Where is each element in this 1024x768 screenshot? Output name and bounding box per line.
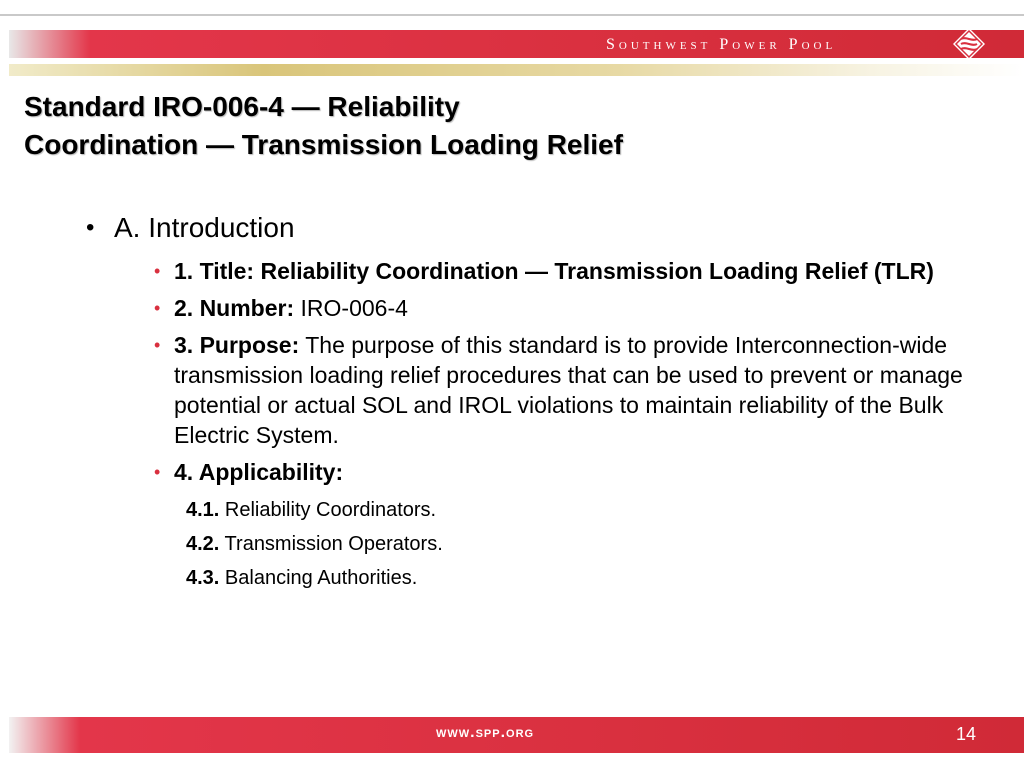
list-item-number (150, 293, 966, 323)
applicability-text: Balancing Authorities. (219, 567, 418, 589)
bullet-icon: • (154, 298, 161, 318)
intro-sub-list (114, 256, 966, 595)
item-label: 4. Applicability: (174, 459, 344, 485)
applicability-text: Transmission Operators. (219, 533, 443, 555)
slide-title (24, 88, 984, 164)
list-item-introduction (86, 206, 966, 595)
applicability-list (174, 493, 966, 595)
item-text: The purpose of this standard is to provide Interconnection-wide transmission loading relief procedures that can be used to prevent or manage potential or actual SOL and IROL violations to maintain reliability of the Bulk Electric System. (174, 332, 963, 448)
applicability-number: 4.2. (186, 533, 220, 555)
slide-title-line-2: Coordination — Transmission Loading Relief (24, 129, 623, 160)
header-band (9, 30, 1024, 58)
list-item-applicability (150, 457, 966, 595)
item-label: 2. Number: (174, 295, 295, 321)
page-number: 14 (956, 724, 977, 744)
applicability-item (186, 561, 966, 595)
spp-logo-icon (952, 27, 986, 61)
section-heading: A. Introduction (114, 212, 295, 243)
list-item-title (150, 256, 966, 286)
bullet-icon: • (86, 214, 95, 241)
brand-name: Southwest Power Pool (606, 36, 837, 53)
item-label: 1. Title: Reliability Coordination — Transmission Loading Relief (TLR) (174, 258, 934, 284)
footer-url-link[interactable]: www.spp.org (436, 724, 535, 741)
item-label: 3. Purpose: (174, 332, 300, 358)
applicability-text: Reliability Coordinators. (219, 499, 437, 521)
bullet-icon: • (154, 335, 161, 355)
list-item-purpose (150, 330, 966, 450)
item-text: IRO-006-4 (294, 295, 408, 321)
bullet-icon: • (154, 261, 161, 281)
applicability-number: 4.3. (186, 567, 220, 589)
content-list (86, 206, 966, 602)
applicability-item (186, 527, 966, 561)
bullet-icon: • (154, 462, 161, 482)
applicability-number: 4.1. (186, 499, 220, 521)
top-rule (0, 14, 1024, 16)
gold-band (9, 64, 1024, 76)
slide-title-line-1: Standard IRO-006-4 — Reliability (24, 91, 460, 122)
applicability-item (186, 493, 966, 527)
